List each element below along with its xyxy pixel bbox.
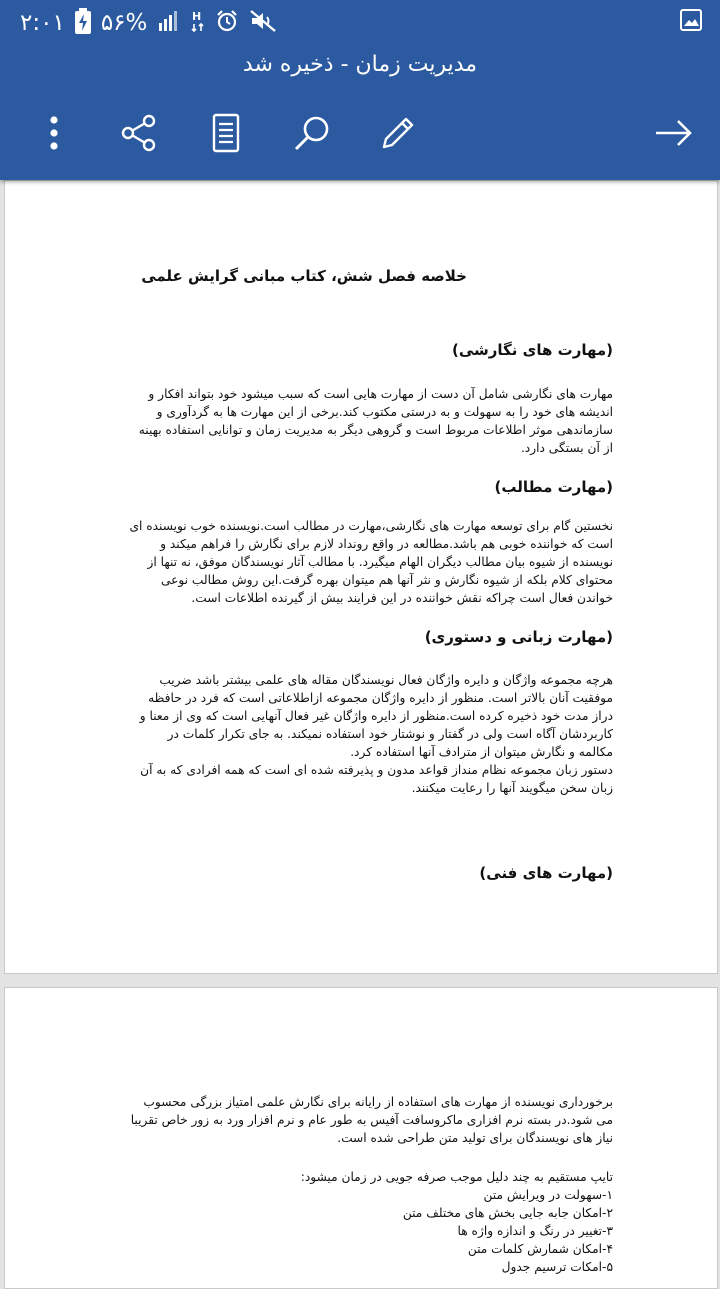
alarm-icon xyxy=(215,9,239,37)
search-button[interactable] xyxy=(285,108,339,162)
section-heading: (مهارت های نگارشی) xyxy=(451,341,613,359)
reading-view-icon xyxy=(212,113,240,157)
reading-view-button[interactable] xyxy=(199,108,253,162)
forward-button[interactable] xyxy=(647,108,701,162)
status-bar xyxy=(0,0,720,46)
document-page-1[interactable] xyxy=(4,180,718,974)
list-item: ۳-تغییر در رنگ و اندازه واژه ها xyxy=(457,1224,613,1238)
document-heading: خلاصه فصل شش، کتاب مبانی گرایش علمی xyxy=(141,267,467,285)
text-line: نویسنده از شیوه بیان مطالب دیگران الهام میگیرد. با مطالب آثار نویسندگان موفق، نه تنها از xyxy=(147,555,613,569)
text-line: دستور زبان مجموعه نظام منداز قواعد مدون و پذیرفته شده ای است که همه افرادی که به آن xyxy=(140,763,613,777)
text-line: مهارت های نگارشی شامل آن دست از مهارت هایی است که سبب میشود خود بتواند افکار و xyxy=(148,387,613,401)
text-line: خواندن فعال است چراکه نقش خواننده در این فرایند بیش از گیرنده اطلاعات است. xyxy=(191,591,613,605)
share-button[interactable] xyxy=(112,108,166,162)
search-icon xyxy=(292,113,332,157)
section-heading: (مهارت زبانی و دستوری) xyxy=(424,628,613,646)
paragraph xyxy=(113,385,613,457)
pencil-icon xyxy=(378,113,418,157)
text-line: است که خواننده خوبی هم باشد.مطالعه در واقع رونداد لازم برای نگارش را فراهم میکند و xyxy=(160,537,613,551)
battery-charging-icon xyxy=(75,8,91,38)
status-left xyxy=(20,8,277,38)
list-block xyxy=(113,1168,613,1276)
text-line: هرچه مجموعه واژگان و دایره واژگان فعال نویسندگان مقاله های علمی بیشتر باشد ضریب xyxy=(159,673,613,687)
text-line: نیاز های نویسندگان برای تولید متن طراحی شده است. xyxy=(337,1131,613,1145)
paragraph xyxy=(113,517,613,607)
svg-text:H: H xyxy=(192,10,202,23)
network-type-icon xyxy=(191,9,205,37)
app-bar xyxy=(0,0,720,180)
list-item: ۴-امکان شمارش کلمات متن xyxy=(467,1242,613,1256)
list-item: ۲-امکان جابه جایی بخش های مختلف متن xyxy=(402,1206,613,1220)
text-line: اندیشه های خود را به سهولت و به درستی مکتوب کند.برخی از این مهارت ها به گردآوری و xyxy=(156,405,613,419)
edit-button[interactable] xyxy=(371,108,425,162)
share-icon xyxy=(120,114,158,156)
text-line: دراز مدت خود ذخیره کرده است.منظور از دایره واژگان غیر فعال آنهایی است که وی از معنا و xyxy=(139,709,613,723)
gallery-notification-icon xyxy=(680,9,702,35)
text-line: زبان سخن میگویند آنها را رعایت میکنند. xyxy=(411,781,613,795)
text-line: مکالمه و نگارش میتوان از مترادف آنها استفاده کرد. xyxy=(350,745,613,759)
text-line: سازماندهی موثر اطلاعات مربوط است و گروهی دیگر به مدیریت زمان و توانایی استفاده بهینه xyxy=(138,423,613,437)
more-options-button[interactable] xyxy=(27,108,81,162)
list-item: ۵-امکات ترسیم جدول xyxy=(501,1260,613,1274)
text-line: کاربردشان آگاه است ولی در گفتار و نوشتار خود استفاده نمیکند. به جای تکرار کلمات در xyxy=(167,727,613,741)
battery-percent: ۵۶% xyxy=(100,10,148,36)
text-line: می شود.در بسته نرم افزاری ماکروسافت آفیس به طور عام و نرم افزار ورد به زور خاص تقریبا xyxy=(130,1113,613,1127)
document-page-2[interactable] xyxy=(4,987,718,1289)
document-title: مدیریت زمان - ذخیره شد xyxy=(242,52,478,77)
paragraph xyxy=(113,1093,613,1147)
clock: ۲:۰۱ xyxy=(20,10,65,36)
more-options-icon xyxy=(49,115,59,155)
list-intro: تایپ مستقیم به چند دلیل موجب صرفه جویی در زمان میشود: xyxy=(300,1170,613,1184)
paragraph xyxy=(113,671,613,797)
section-heading: (مهارت مطالب) xyxy=(494,478,613,496)
mute-icon xyxy=(249,9,277,37)
text-line: موفقیت آنان بالاتر است. منظور از دایره واژگان مجموعه ازاطلاعاتی است که فرد در حافظه xyxy=(148,691,613,705)
text-line: از آن بستگی دارد. xyxy=(520,441,613,455)
text-line: برخورداری نویسنده از مهارت های استفاده از رایانه برای نگارش علمی امتیاز بزرگی محسوب xyxy=(143,1095,613,1109)
section-heading: (مهارت های فنی) xyxy=(479,864,613,882)
text-line: نخستین گام برای توسعه مهارت های نگارشی،مهارت در مطالب است.نویسنده خوب نویسنده ای xyxy=(129,519,613,533)
list-item: ۱-سهولت در ویرایش متن xyxy=(483,1188,613,1202)
text-line: محتوای کلام بلکه از شیوه نگارش و نثر آنها هم میتوان بهره گرفت.این روش مطالب نوعی xyxy=(160,573,613,587)
toolbar xyxy=(0,108,720,162)
arrow-right-icon xyxy=(654,117,694,153)
signal-icon xyxy=(157,9,181,37)
